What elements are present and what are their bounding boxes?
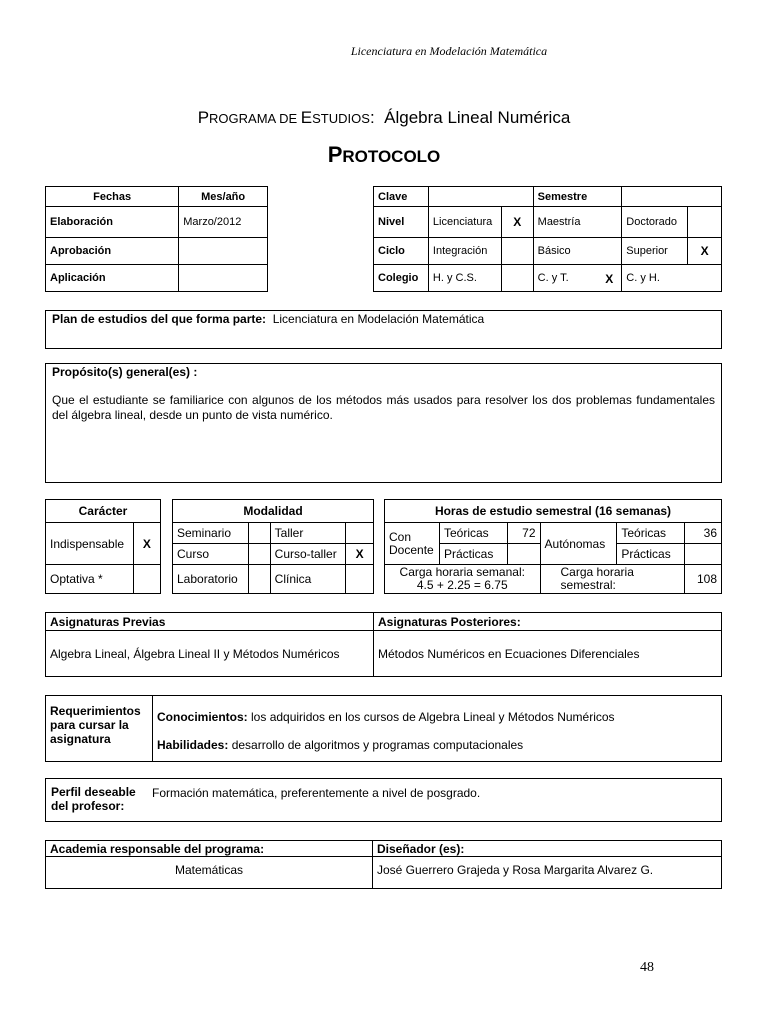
program-prefix: ROGRAMA DE xyxy=(209,111,301,126)
con-docente-label: Con Docente xyxy=(385,523,440,565)
ciclo-option: Superior xyxy=(622,238,688,265)
posteriores-value: Métodos Numéricos en Ecuaciones Diferenciales xyxy=(374,631,722,677)
semestre-value xyxy=(622,187,722,207)
disenador-value: José Guerrero Grajeda y Rosa Margarita Alvarez G. xyxy=(373,857,722,889)
protocol-title xyxy=(0,142,768,168)
conocimientos-label: Conocimientos: xyxy=(157,710,248,724)
caracter-mark xyxy=(133,565,160,594)
program-title xyxy=(0,108,768,128)
caracter-table xyxy=(45,499,161,594)
modalidad-option: Clínica xyxy=(270,565,345,594)
page-number: 48 xyxy=(640,960,654,975)
modalidad-mark xyxy=(346,523,374,544)
modalidad-option: Laboratorio xyxy=(173,565,249,594)
dates-header-mes: Mes/año xyxy=(179,187,268,207)
caracter-title: Carácter xyxy=(46,500,161,523)
nivel-option: Licenciatura xyxy=(428,207,501,238)
conocimientos-value: los adquiridos en los cursos de Algebra Lineal y Métodos Numéricos xyxy=(251,710,615,724)
nivel-label: Nivel xyxy=(374,207,429,238)
requerimientos-content xyxy=(153,696,722,762)
program-prefix: P xyxy=(197,108,210,127)
modalidad-mark xyxy=(248,565,270,594)
dates-row-value xyxy=(179,265,268,292)
practicas-label: Prácticas xyxy=(439,544,507,565)
colegio-option: C. y H. xyxy=(622,265,722,292)
program-prefix: E xyxy=(300,108,313,127)
a-practicas-value xyxy=(685,544,722,565)
colegio-mark: X xyxy=(605,272,614,286)
modalidad-option: Taller xyxy=(270,523,345,544)
carga-semestral-label: Carga horaria semestral: xyxy=(540,565,685,594)
plan-box xyxy=(45,310,722,349)
posteriores-label: Asignaturas Posteriores: xyxy=(374,613,722,631)
purpose-text: Que el estudiante se familiarice con algunos de los métodos más usados para resolver los dos problemas fundamentales del álgebra lineal, desde un punto de vista numérico. xyxy=(52,393,715,422)
colegio-option: C. y T. xyxy=(537,272,569,284)
dates-row-label: Aplicación xyxy=(46,265,179,292)
a-teoricas-label: Teóricas xyxy=(617,523,685,544)
autonomas-label: Autónomas xyxy=(540,523,617,565)
ciclo-mark: X xyxy=(688,238,722,265)
nivel-mark: X xyxy=(501,207,533,238)
perfil-label: Perfil deseable del profesor: xyxy=(51,785,136,813)
previas-label: Asignaturas Previas xyxy=(46,613,374,631)
dates-row-label: Elaboración xyxy=(46,207,179,238)
horas-title: Horas de estudio semestral (16 semanas) xyxy=(385,500,722,523)
asignaturas-table xyxy=(45,612,722,677)
classification-table xyxy=(373,186,722,292)
protocol-title-text: P xyxy=(327,142,343,167)
dates-row-value xyxy=(179,238,268,265)
academia-table xyxy=(45,840,722,889)
program-name: Álgebra Lineal Numérica xyxy=(384,108,571,127)
carga-semanal xyxy=(385,565,541,594)
a-teoricas-value: 36 xyxy=(685,523,722,544)
semestre-label: Semestre xyxy=(533,187,622,207)
caracter-mark: X xyxy=(133,523,160,565)
nivel-option: Doctorado xyxy=(622,207,688,238)
habilidades-value: desarrollo de algoritmos y programas computacionales xyxy=(231,738,524,752)
colegio-label: Colegio xyxy=(374,265,429,292)
ciclo-option: Integración xyxy=(428,238,501,265)
purpose-box xyxy=(45,363,722,483)
requerimientos-table xyxy=(45,695,722,762)
nivel-option: Maestría xyxy=(533,207,622,238)
clave-value xyxy=(428,187,533,207)
modalidad-option: Curso-taller xyxy=(270,544,345,565)
dates-table xyxy=(45,186,268,292)
perfil-value: Formación matemática, preferentemente a nivel de posgrado. xyxy=(152,786,481,800)
modalidad-mark: X xyxy=(346,544,374,565)
horas-table xyxy=(384,499,722,594)
modalidad-table xyxy=(172,499,374,594)
dates-row-value: Marzo/2012 xyxy=(179,207,268,238)
teoricas-label: Teóricas xyxy=(439,523,507,544)
caracter-option: Indispensable xyxy=(46,523,134,565)
practicas-value xyxy=(507,544,540,565)
caracter-option: Optativa * xyxy=(46,565,134,594)
plan-value: Licenciatura en Modelación Matemática xyxy=(272,312,485,326)
program-prefix: : xyxy=(369,108,375,127)
perfil-box xyxy=(45,778,722,822)
carga-semestral-value: 108 xyxy=(685,565,722,594)
dates-header-fechas: Fechas xyxy=(46,187,179,207)
plan-label: Plan de estudios del que forma parte: xyxy=(52,312,267,326)
academia-value: Matemáticas xyxy=(46,857,373,889)
colegio-option-cell xyxy=(533,265,622,292)
purpose-label: Propósito(s) general(es) : xyxy=(52,365,198,379)
modalidad-mark xyxy=(248,544,270,565)
teoricas-value: 72 xyxy=(507,523,540,544)
a-practicas-label: Prácticas xyxy=(617,544,685,565)
modalidad-mark xyxy=(346,565,374,594)
ciclo-mark xyxy=(501,238,533,265)
habilidades-label: Habilidades: xyxy=(157,738,229,752)
dates-row-label: Aprobación xyxy=(46,238,179,265)
ciclo-label: Ciclo xyxy=(374,238,429,265)
ciclo-option: Básico xyxy=(533,238,622,265)
protocol-title-text: ROTOCOLO xyxy=(342,147,441,166)
colegio-mark xyxy=(501,265,533,292)
modalidad-option: Seminario xyxy=(173,523,249,544)
clave-label: Clave xyxy=(374,187,429,207)
colegio-option: H. y C.S. xyxy=(428,265,501,292)
modalidad-mark xyxy=(248,523,270,544)
previas-value: Algebra Lineal, Álgebra Lineal II y Métodos Numéricos xyxy=(46,631,374,677)
program-prefix: STUDIOS xyxy=(312,111,370,126)
running-header: Licenciatura en Modelación Matemática xyxy=(350,44,548,58)
carga-semanal-value: 4.5 + 2.25 = 6.75 xyxy=(416,578,508,592)
requerimientos-label: Requerimientos para cursar la asignatura xyxy=(46,696,153,762)
modalidad-title: Modalidad xyxy=(173,500,374,523)
academia-label: Academia responsable del programa: xyxy=(46,841,373,857)
carga-semanal-label: Carga horaria semanal: xyxy=(399,565,525,579)
modalidad-option: Curso xyxy=(173,544,249,565)
disenador-label: Diseñador (es): xyxy=(373,841,722,857)
nivel-mark xyxy=(688,207,722,238)
